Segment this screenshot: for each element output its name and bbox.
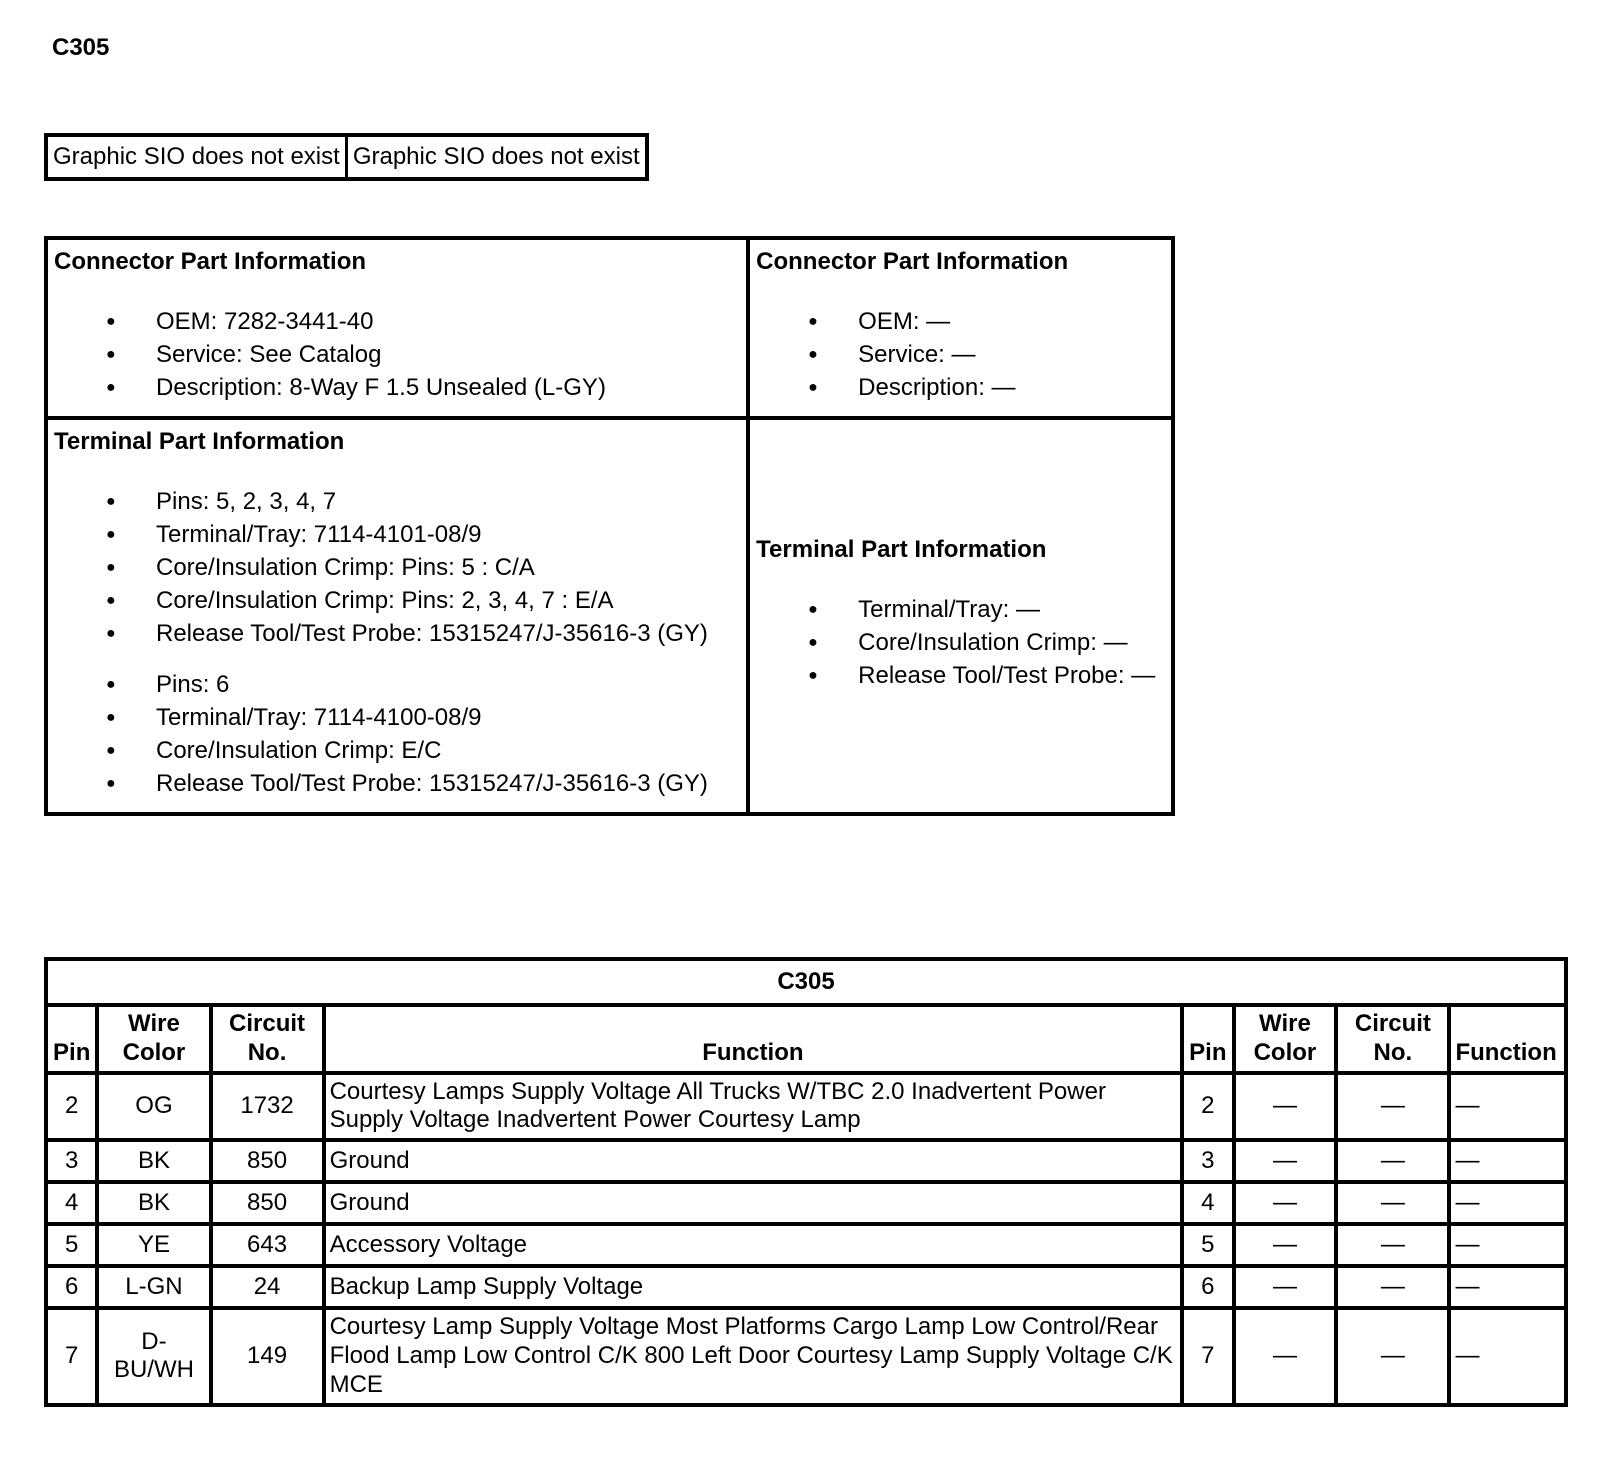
terminal-group-2-list <box>54 668 740 800</box>
terminal-group-1-release-tool: ● Release Tool/Test Probe: 15315247/J-35616-3 (GY) <box>54 617 740 650</box>
document-title: C305 <box>52 34 110 61</box>
terminal-group-1-list <box>54 485 740 650</box>
part-information-table <box>44 236 1175 816</box>
pin-cell-right: 2 <box>1182 1073 1233 1141</box>
pin-cell: 5 <box>46 1224 97 1266</box>
connector-info-left <box>46 238 748 418</box>
function-cell: Backup Lamp Supply Voltage <box>324 1266 1183 1308</box>
terminal-info-right <box>748 418 1173 814</box>
wire-color-cell-right: — <box>1234 1308 1337 1404</box>
circuit-no-cell-right: — <box>1336 1308 1449 1404</box>
graphic-sio-cell-left: Graphic SIO does not exist <box>46 135 346 179</box>
table-row <box>46 1140 1566 1182</box>
wire-color-cell: YE <box>97 1224 210 1266</box>
circuit-no-cell-right: — <box>1336 1073 1449 1141</box>
connector-info-list <box>54 305 740 404</box>
circuit-no-cell-right: — <box>1336 1266 1449 1308</box>
circuit-no-cell: 149 <box>211 1308 324 1404</box>
wire-color-cell: OG <box>97 1073 210 1141</box>
wire-color-cell: D-BU/WH <box>97 1308 210 1404</box>
circuit-no-cell-right: — <box>1336 1224 1449 1266</box>
pinout-header-row <box>46 1005 1566 1073</box>
wire-color-cell: BK <box>97 1140 210 1182</box>
table-row <box>46 1308 1566 1404</box>
connector-description: ● Description: 8-Way F 1.5 Unsealed (L-GY) <box>54 371 740 404</box>
table-row <box>46 1073 1566 1141</box>
table-row <box>46 1224 1566 1266</box>
pin-cell: 3 <box>46 1140 97 1182</box>
connector-oem: ● OEM: 7282-3441-40 <box>54 305 740 338</box>
wire-color-cell-right: — <box>1234 1224 1337 1266</box>
connector-info-right <box>748 238 1173 418</box>
pin-cell: 7 <box>46 1308 97 1404</box>
pin-cell-right: 7 <box>1182 1308 1233 1404</box>
table-row <box>46 1182 1566 1224</box>
pin-cell-right: 3 <box>1182 1140 1233 1182</box>
terminal-group-2-release-tool: ● Release Tool/Test Probe: 15315247/J-35616-3 (GY) <box>54 767 740 800</box>
header-pin: Pin <box>46 1005 97 1073</box>
function-cell: Ground <box>324 1140 1183 1182</box>
connector-service-right: ● Service: — <box>756 338 1165 371</box>
function-cell: Accessory Voltage <box>324 1224 1183 1266</box>
terminal-group-1-crimp-a: ● Core/Insulation Crimp: Pins: 5 : C/A <box>54 551 740 584</box>
header-function: Function <box>324 1005 1183 1073</box>
connector-info-heading: Connector Part Information <box>54 248 367 275</box>
terminal-info-list-right <box>756 593 1165 692</box>
wire-color-cell: BK <box>97 1182 210 1224</box>
function-cell-right: — <box>1449 1224 1566 1266</box>
function-cell-right: — <box>1449 1182 1566 1224</box>
wire-color-cell-right: — <box>1234 1182 1337 1224</box>
terminal-group-1-pins: ● Pins: 5, 2, 3, 4, 7 <box>54 485 740 518</box>
function-cell-right: — <box>1449 1073 1566 1141</box>
function-cell-right: — <box>1449 1140 1566 1182</box>
pinout-caption: C305 <box>46 959 1566 1005</box>
terminal-group-2-tray: ● Terminal/Tray: 7114-4100-08/9 <box>54 701 740 734</box>
circuit-no-cell: 850 <box>211 1182 324 1224</box>
function-cell-right: — <box>1449 1308 1566 1404</box>
wire-color-cell-right: — <box>1234 1073 1337 1141</box>
header-wire-color-right: Wire Color <box>1234 1005 1337 1073</box>
terminal-group-1-tray: ● Terminal/Tray: 7114-4101-08/9 <box>54 518 740 551</box>
circuit-no-cell-right: — <box>1336 1182 1449 1224</box>
terminal-group-1-crimp-b: ● Core/Insulation Crimp: Pins: 2, 3, 4, 7 : E/A <box>54 584 740 617</box>
connector-description-right: ● Description: — <box>756 371 1165 404</box>
header-circuit-no-right: Circuit No. <box>1336 1005 1449 1073</box>
pin-cell: 6 <box>46 1266 97 1308</box>
pin-cell: 4 <box>46 1182 97 1224</box>
terminal-crimp-right: ● Core/Insulation Crimp: — <box>756 626 1165 659</box>
graphic-sio-row <box>46 135 647 179</box>
function-cell-right: — <box>1449 1266 1566 1308</box>
function-cell: Ground <box>324 1182 1183 1224</box>
pin-cell-right: 5 <box>1182 1224 1233 1266</box>
terminal-tray-right: ● Terminal/Tray: — <box>756 593 1165 626</box>
header-function-right: Function <box>1449 1005 1566 1073</box>
terminal-info-left <box>46 418 748 814</box>
pin-cell: 2 <box>46 1073 97 1141</box>
table-row <box>46 1266 1566 1308</box>
terminal-info-heading-right: Terminal Part Information <box>756 536 1047 564</box>
circuit-no-cell: 850 <box>211 1140 324 1182</box>
wire-color-cell: L-GN <box>97 1266 210 1308</box>
header-pin-right: Pin <box>1182 1005 1233 1073</box>
pin-cell-right: 6 <box>1182 1266 1233 1308</box>
terminal-group-2-pins: ● Pins: 6 <box>54 668 740 701</box>
wire-color-cell-right: — <box>1234 1140 1337 1182</box>
connector-info-row <box>46 238 1173 418</box>
circuit-no-cell-right: — <box>1336 1140 1449 1182</box>
wire-color-cell-right: — <box>1234 1266 1337 1308</box>
pin-cell-right: 4 <box>1182 1182 1233 1224</box>
graphic-sio-table <box>44 133 649 181</box>
terminal-info-heading: Terminal Part Information <box>54 428 345 456</box>
terminal-info-row <box>46 418 1173 814</box>
header-circuit-no: Circuit No. <box>211 1005 324 1073</box>
terminal-release-tool-right: ● Release Tool/Test Probe: — <box>756 659 1165 692</box>
circuit-no-cell: 1732 <box>211 1073 324 1141</box>
function-cell: Courtesy Lamp Supply Voltage Most Platforms Cargo Lamp Low Control/Rear Flood Lamp Low Control C/K 800 Left Door Courtesy Lamp Supply Voltage C/K MCE <box>324 1308 1183 1404</box>
pinout-caption-row <box>46 959 1566 1005</box>
circuit-no-cell: 24 <box>211 1266 324 1308</box>
connector-service: ● Service: See Catalog <box>54 338 740 371</box>
function-cell: Courtesy Lamps Supply Voltage All Trucks W/TBC 2.0 Inadvertent Power Supply Voltage Inadvertent Power Courtesy Lamp <box>324 1073 1183 1141</box>
header-wire-color: Wire Color <box>97 1005 210 1073</box>
connector-oem-right: ● OEM: — <box>756 305 1165 338</box>
circuit-no-cell: 643 <box>211 1224 324 1266</box>
terminal-group-2-crimp: ● Core/Insulation Crimp: E/C <box>54 734 740 767</box>
graphic-sio-cell-right: Graphic SIO does not exist <box>346 135 646 179</box>
connector-info-heading-right: Connector Part Information <box>756 248 1069 275</box>
connector-info-list-right <box>756 305 1165 404</box>
pinout-table <box>44 957 1568 1407</box>
